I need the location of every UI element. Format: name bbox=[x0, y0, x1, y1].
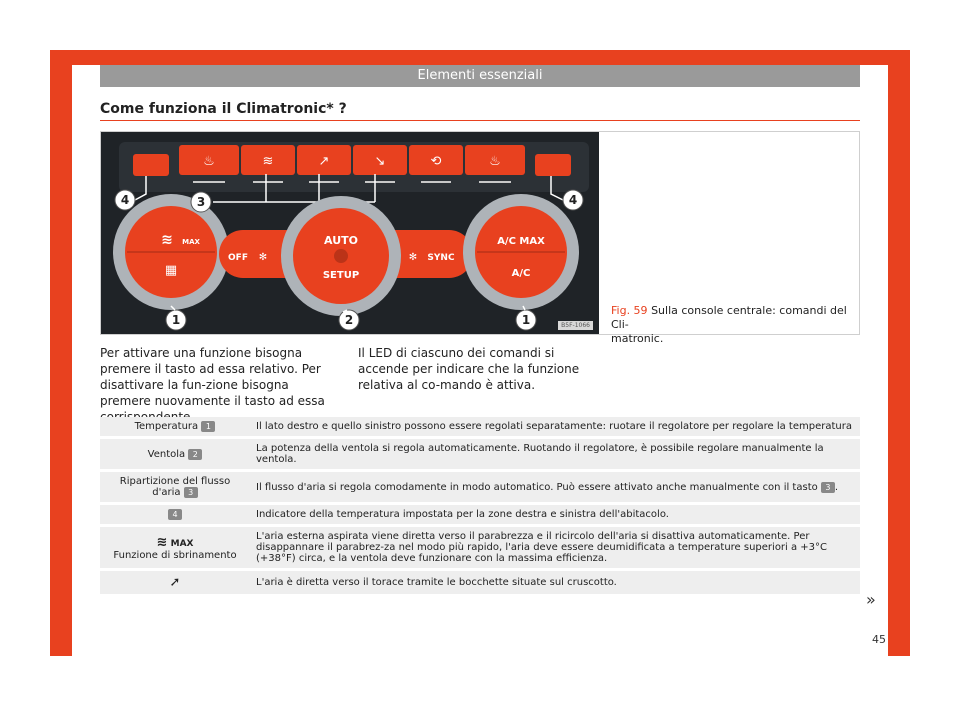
page-content bbox=[72, 65, 888, 656]
table-row bbox=[100, 417, 860, 436]
table-row bbox=[100, 505, 860, 524]
auto-label: AUTO bbox=[324, 234, 358, 247]
reference-table bbox=[100, 414, 860, 597]
figure-number: Fig. 59 bbox=[611, 304, 648, 317]
defrost-icon: ≋ bbox=[262, 154, 274, 169]
recirculation-icon: ⟲ bbox=[430, 154, 442, 169]
callout-number: 1 bbox=[201, 421, 215, 432]
temp-indicator-right[interactable] bbox=[535, 154, 571, 176]
table-value: Il lato destro e quello sinistro possono essere regolati separatamente: ruotare il regolatore per regolare la temperatura bbox=[250, 417, 860, 436]
table-value: La potenza della ventola si regola automaticamente. Ruotando il regolatore, è possibile regolare manualmente la ventola. bbox=[250, 439, 860, 469]
table-value: Indicatore della temperatura impostata per la zone destra e sinistra dell'abitacolo. bbox=[250, 505, 860, 524]
off-label: OFF bbox=[228, 253, 248, 263]
table-value: L'aria è diretta verso il torace tramite le bocchette situate sul cruscotto. bbox=[250, 571, 860, 594]
callout-number: 3 bbox=[821, 482, 835, 493]
section-header: Elementi essenziali bbox=[100, 65, 860, 87]
svg-text:2: 2 bbox=[344, 313, 354, 327]
seat-heat-icon: ♨ bbox=[203, 154, 215, 169]
svg-text:1: 1 bbox=[171, 313, 181, 327]
defrost-max-label: MAX bbox=[182, 238, 200, 246]
rear-defrost-icon: ▦ bbox=[164, 263, 178, 278]
body-text-left: Per attivare una funzione bisogna premere il tasto ad essa relativo. Per disattivare la fun-zione bisogna premere nuovamente il tasto ad essa bbox=[100, 346, 325, 408]
figure-code: B5F-1066 bbox=[558, 321, 593, 330]
table-key bbox=[100, 505, 250, 524]
title-divider bbox=[100, 120, 860, 121]
callout-number: 4 bbox=[168, 509, 182, 520]
table-key bbox=[100, 571, 250, 594]
climatronic-panel-photo bbox=[101, 132, 599, 334]
table-row bbox=[100, 527, 860, 568]
svg-text:1: 1 bbox=[521, 313, 531, 327]
air-to-chest-icon: ➚ bbox=[169, 575, 181, 590]
page-title: Come funziona il Climatronic* ? bbox=[100, 101, 347, 117]
svg-text:4: 4 bbox=[568, 193, 578, 207]
table-key: Temperatura 1 bbox=[100, 417, 250, 436]
ac-label: A/C bbox=[511, 268, 531, 279]
air-chest-icon: ↗ bbox=[318, 154, 330, 169]
figure bbox=[100, 131, 860, 345]
table-row bbox=[100, 439, 860, 469]
temp-indicator-left[interactable] bbox=[133, 154, 169, 176]
page-frame bbox=[50, 50, 910, 656]
seat-heat-icon: ♨ bbox=[489, 154, 501, 169]
fan-high-icon: ✻ bbox=[408, 252, 418, 263]
table-row bbox=[100, 472, 860, 502]
page-number: 45 bbox=[872, 633, 886, 646]
continued-marker: » bbox=[866, 590, 876, 609]
table-value: L'aria esterna aspirata viene diretta verso il parabrezza e il ricircolo dell'aria si disattiva automaticamente. Per disappannare il parabrez-za nel modo più rapido, l'aria deve essere deumidificata a temperature superiori a +3°C (+38°F) circa, e la ventola deve funzionare con la massima efficienza. bbox=[250, 527, 860, 568]
table-key: Ventola 2 bbox=[100, 439, 250, 469]
climatronic-panel-illustration bbox=[101, 132, 599, 334]
svg-text:3: 3 bbox=[196, 195, 206, 209]
table-key: ≋ MAX Funzione di sbrinamento bbox=[100, 527, 250, 568]
defrost-max-icon: ≋ bbox=[161, 232, 173, 248]
table-key: Ripartizione del flusso d'aria 3 bbox=[100, 472, 250, 502]
figure-caption-text: Sulla console centrale: comandi del Cli- matronic. bbox=[611, 304, 847, 345]
windshield-defrost-max-icon: ≋ bbox=[156, 534, 168, 550]
figure-caption bbox=[611, 304, 851, 346]
air-feet-icon: ↘ bbox=[374, 154, 386, 169]
callout-number: 3 bbox=[184, 487, 198, 498]
callout-number: 2 bbox=[188, 449, 202, 460]
table-row bbox=[100, 571, 860, 594]
fan-knob-led bbox=[334, 249, 348, 263]
body-text-right: Il LED di ciascuno dei comandi si accende per indicare che la funzione relativa al co-mando è attiva. bbox=[358, 346, 580, 392]
setup-label: SETUP bbox=[322, 270, 360, 281]
fan-icon: ✻ bbox=[258, 252, 268, 263]
ac-max-label: A/C MAX bbox=[497, 236, 545, 247]
table-value: Il flusso d'aria si regola comodamente in modo automatico. Può essere attivato anche manualmente con il tasto 3 . bbox=[250, 472, 860, 502]
svg-text:4: 4 bbox=[120, 193, 130, 207]
sync-label: SYNC bbox=[427, 253, 455, 263]
